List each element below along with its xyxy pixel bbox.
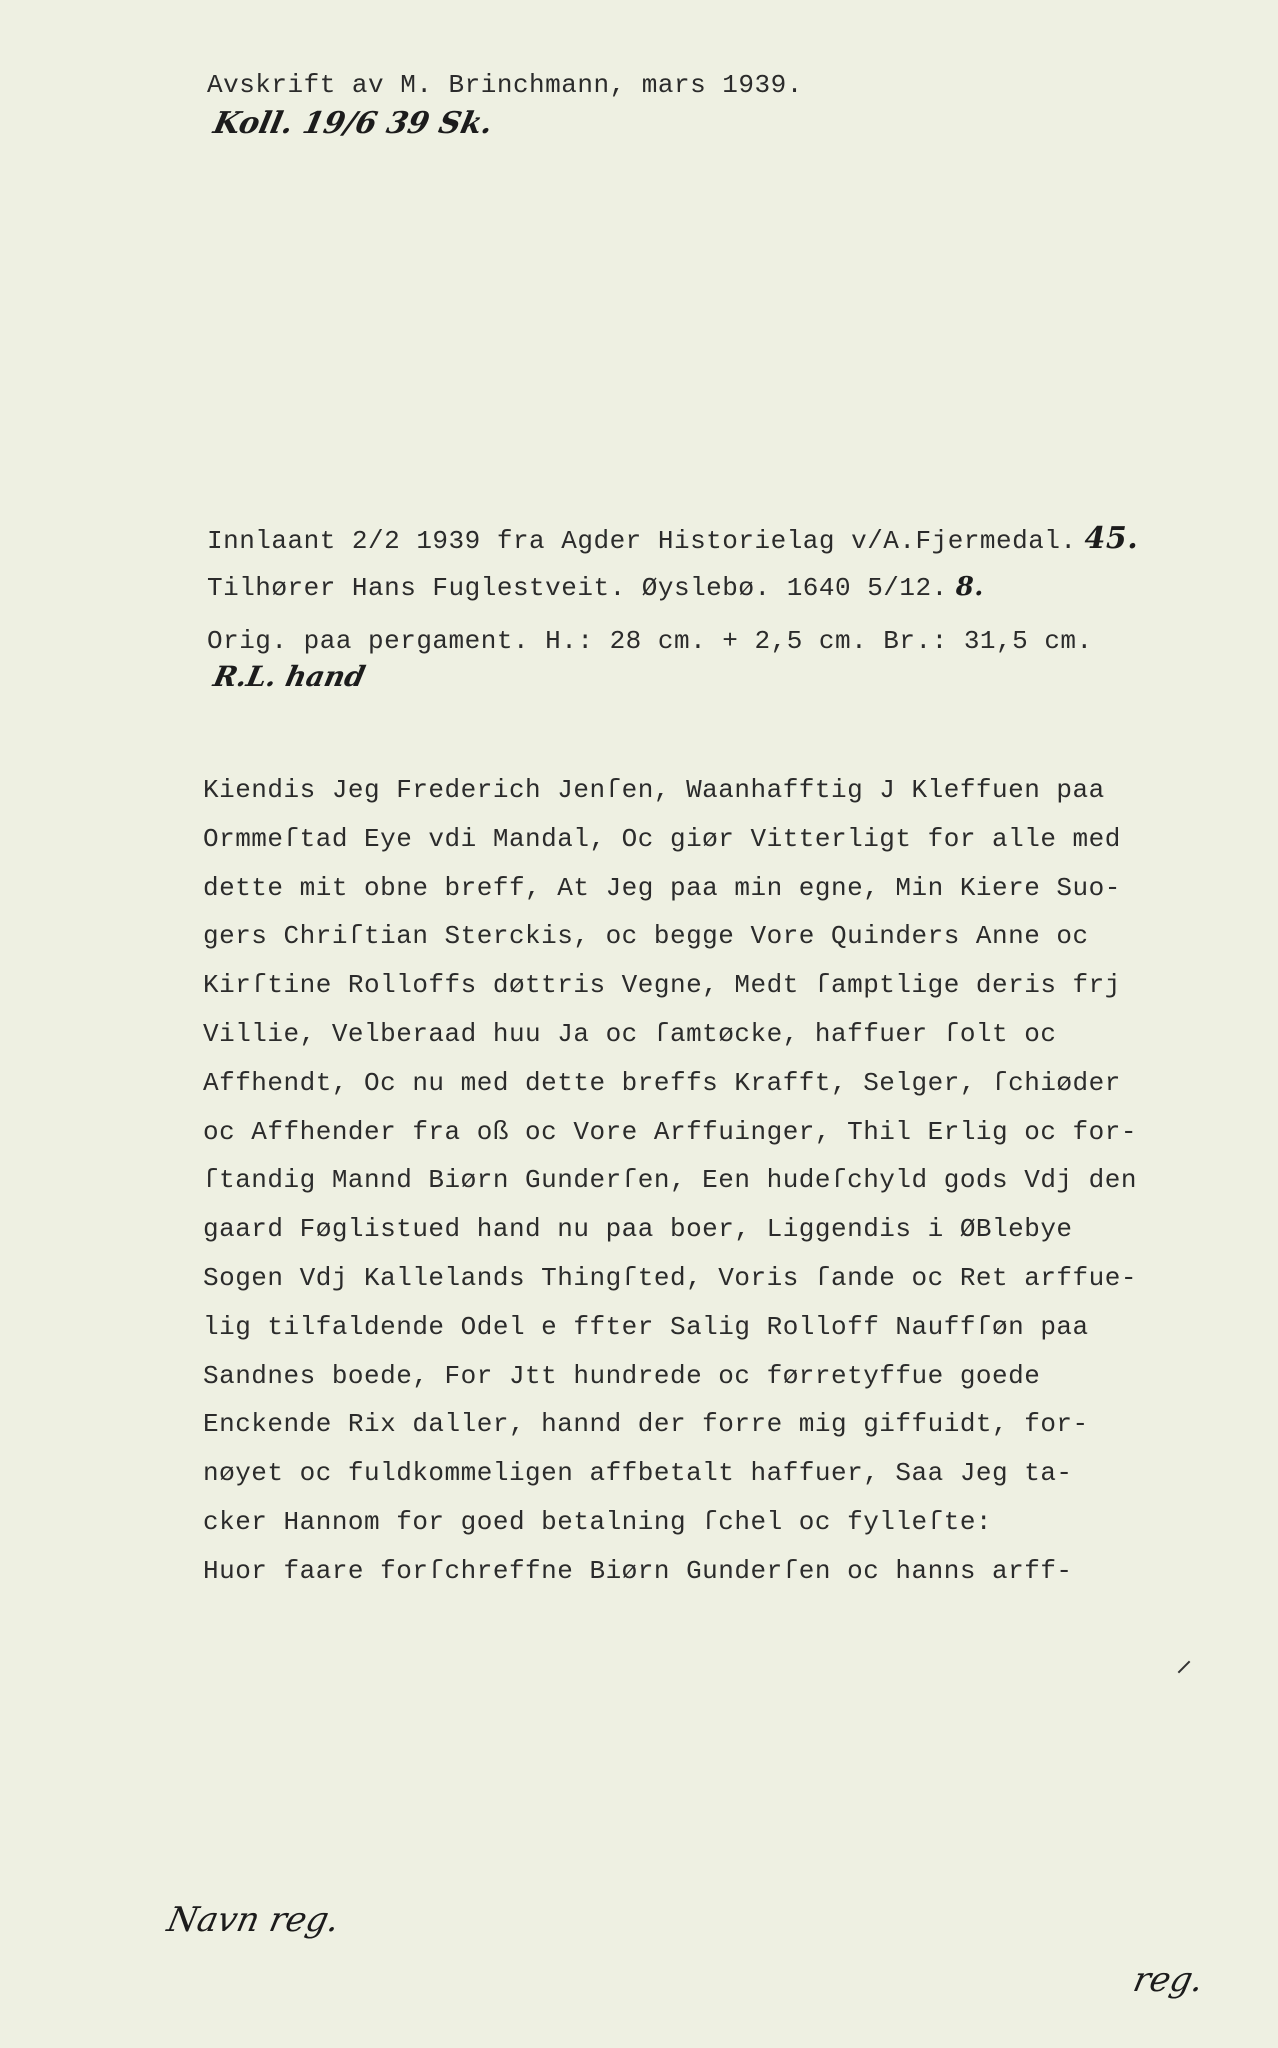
handwritten-check-note: Koll. 19/6 39 Sk.	[210, 106, 496, 141]
handwritten-name-register-note: Navn reg.	[163, 1900, 344, 1940]
body-line: Huor faare forſchreffne Biørn Gunderſen oc hanns arff-	[203, 1555, 1073, 1586]
body-line: Kiendis Jeg Frederich Jenſen, Waanhafftig J Kleffuen paa	[203, 775, 1105, 805]
transcription-note: Avskrift av M. Brinchmann, mars 1939.	[207, 70, 803, 100]
provenance-line-1-handwritten: 45.	[1084, 521, 1139, 556]
body-line: Kirſtine Rolloffs døttris Vegne, Medt ſamptlige deris frj	[203, 970, 1121, 1001]
handwritten-hand-note: R.L. hand	[210, 660, 369, 693]
body-line: gers Chriſtian Sterckis, oc begge Vore Quinders Anne oc	[203, 921, 1089, 952]
body-line: ſtandig Mannd Biørn Gunderſen, Een hudeſchyld gods Vdj den	[203, 1165, 1137, 1196]
provenance-line-1-typed: Innlaant 2/2 1939 fra Agder Historielag v/A.Fjermedal.	[207, 526, 1077, 556]
provenance-line-2-handwritten: 8.	[955, 572, 984, 602]
provenance-line-1	[207, 521, 1138, 556]
pencil-mark	[1178, 1661, 1191, 1674]
body-line: oc Affhender fra oß oc Vore Arffuinger, Thil Erlig oc for-	[203, 1116, 1137, 1147]
body-line: dette mit obne breff, At Jeg paa min egne, Min Kiere Suo-	[203, 872, 1121, 903]
body-line: Villie, Velberaad huu Ja oc ſamtøcke, haffuer ſolt oc	[203, 1018, 1057, 1049]
provenance-line-3: Orig. paa pergament. H.: 28 cm. + 2,5 cm. Br.: 31,5 cm.	[207, 626, 1093, 656]
body-line: nøyet oc fuldkommeligen affbetalt haffuer, Saa Jeg ta-	[203, 1458, 1073, 1489]
provenance-line-2	[207, 572, 984, 603]
body-line: cker Hannom for goed betalning ſchel oc fylleſte:	[203, 1506, 993, 1537]
handwritten-register-note: reg.	[1129, 1960, 1208, 2000]
body-line: Sandnes boede, For Jtt hundrede oc førretyffue goede	[203, 1360, 1041, 1391]
provenance-line-2-typed: Tilhører Hans Fuglestveit. Øyslebø. 1640 5/12.	[207, 573, 948, 603]
body-line: lig tilfaldende Odel e ffter Salig Rolloff Nauffſøn paa	[203, 1311, 1089, 1342]
body-line: Enckende Rix daller, hannd der forre mig giffuidt, for-	[203, 1409, 1089, 1440]
document-body	[203, 766, 1137, 1596]
body-line: Ormmeſtad Eye vdi Mandal, Oc giør Vitterligt for alle med	[203, 823, 1121, 854]
body-line: Affhendt, Oc nu med dette breffs Krafft, Selger, ſchiøder	[203, 1067, 1121, 1098]
body-line: Sogen Vdj Kallelands Thingſted, Voris ſande oc Ret arffue-	[203, 1262, 1137, 1293]
body-line: gaard Føglistued hand nu paa boer, Liggendis i ØBlebye	[203, 1214, 1073, 1245]
